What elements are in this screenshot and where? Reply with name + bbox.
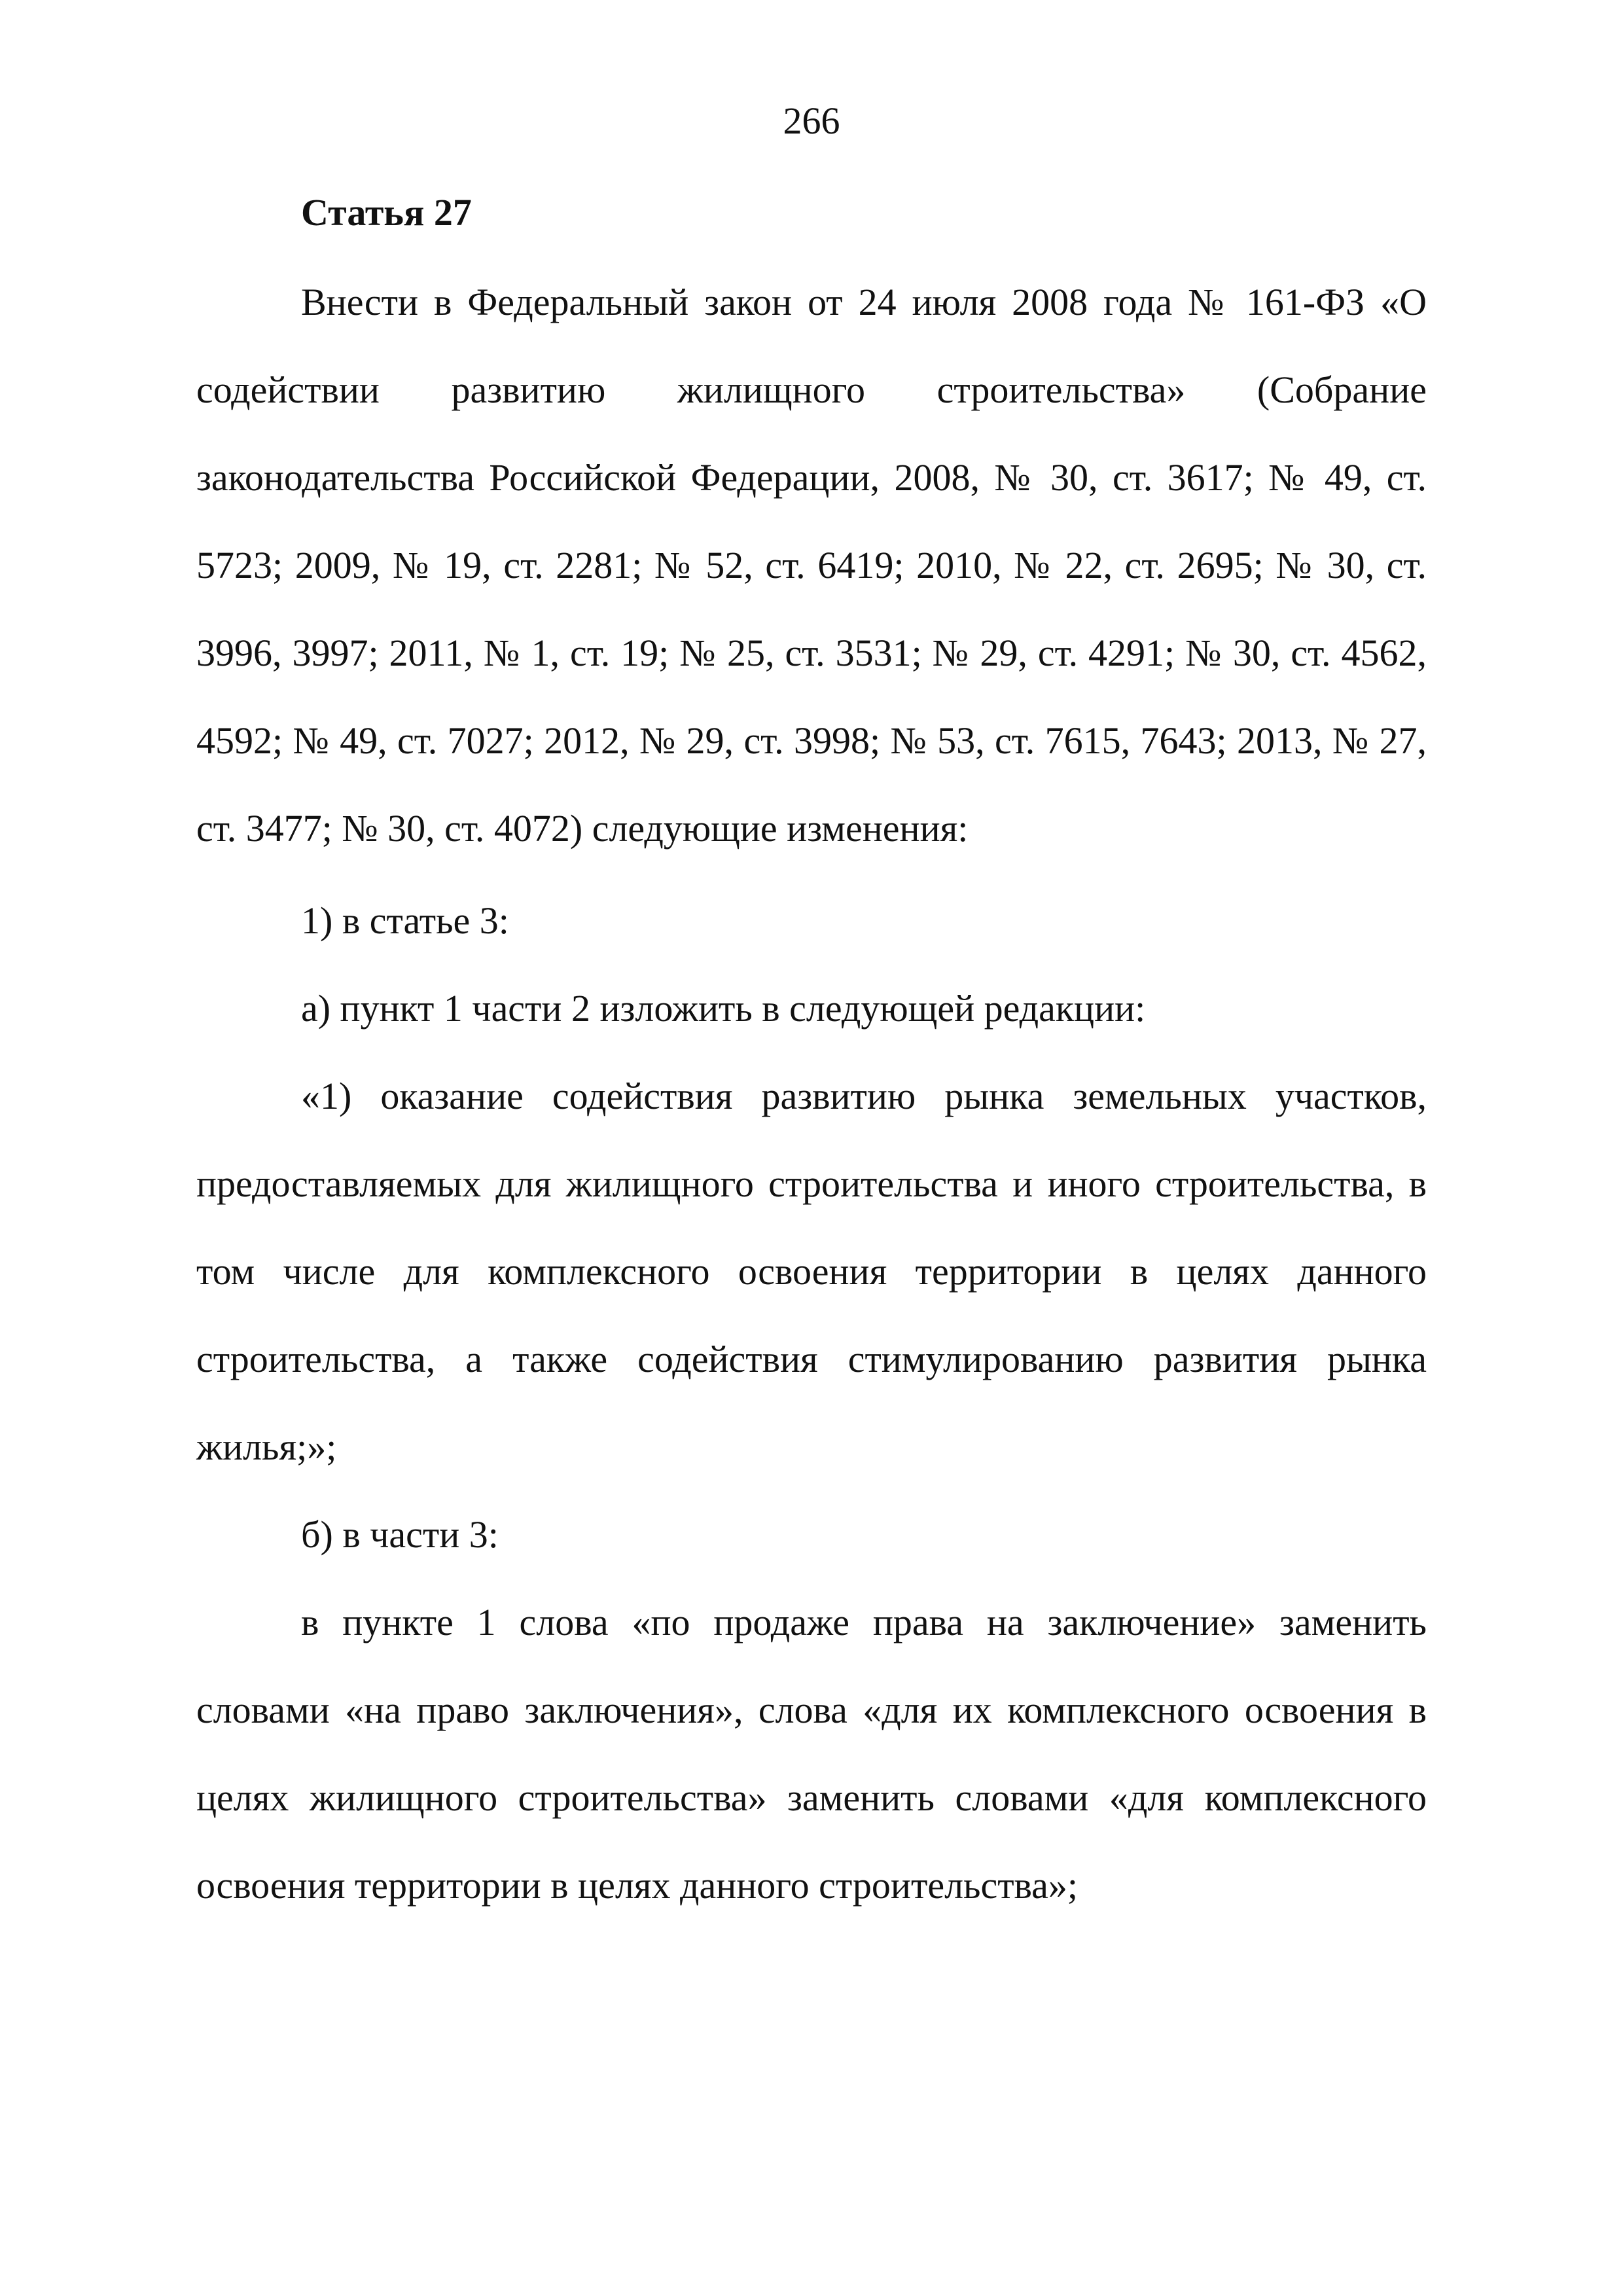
paragraph-amendment-intro: Внести в Федеральный закон от 24 июля 2008 года № 161-ФЗ «О содействии развитию жилищного строительства» (Собрание законодательства Российской Федерации, 2008, № 30, ст. 3617; № 49, ст. 5723; 2009, № 19, ст. 2281; № 52, ст. 6419; 2010, № 22, ст. 2695; № 30, ст. 3996, 3997; 2011, № 1, ст. 19; № 25, ст. 3531; № 29, ст. 4291; № 30, ст. 4562, 4592; № 49, ст. 7027; 2012, № 29, ст. 3998; № 53, ст. 7615, 7643; 2013, № 27, ст. 3477; № 30, ст. 4072) следующие изменения: (196, 281, 1427, 850)
page-number: 266 (783, 99, 840, 142)
article-title: Статья 27 (301, 191, 472, 234)
paragraph-quoted-text: «1) оказание содействия развитию рынка земельных участков, предоставляемых для жилищного строительства и иного строительства, в том числе для комплексного освоения территории в целях данного строительства, а также содействия стимулированию развития рынка жилья;»; (196, 1075, 1427, 1468)
paragraph-replacement: в пункте 1 слова «по продаже права на заключение» заменить словами «на право заключения», слова «для их комплексного освоения в целях жилищного строительства» заменить словами «для комплексного освоения территории в целях данного строительства»; (196, 1601, 1427, 1907)
paragraph-item-1: 1) в статье 3: (301, 899, 509, 942)
paragraph-subitem-b: б) в части 3: (301, 1513, 499, 1556)
paragraph-subitem-a: а) пункт 1 части 2 изложить в следующей редакции: (301, 987, 1146, 1030)
